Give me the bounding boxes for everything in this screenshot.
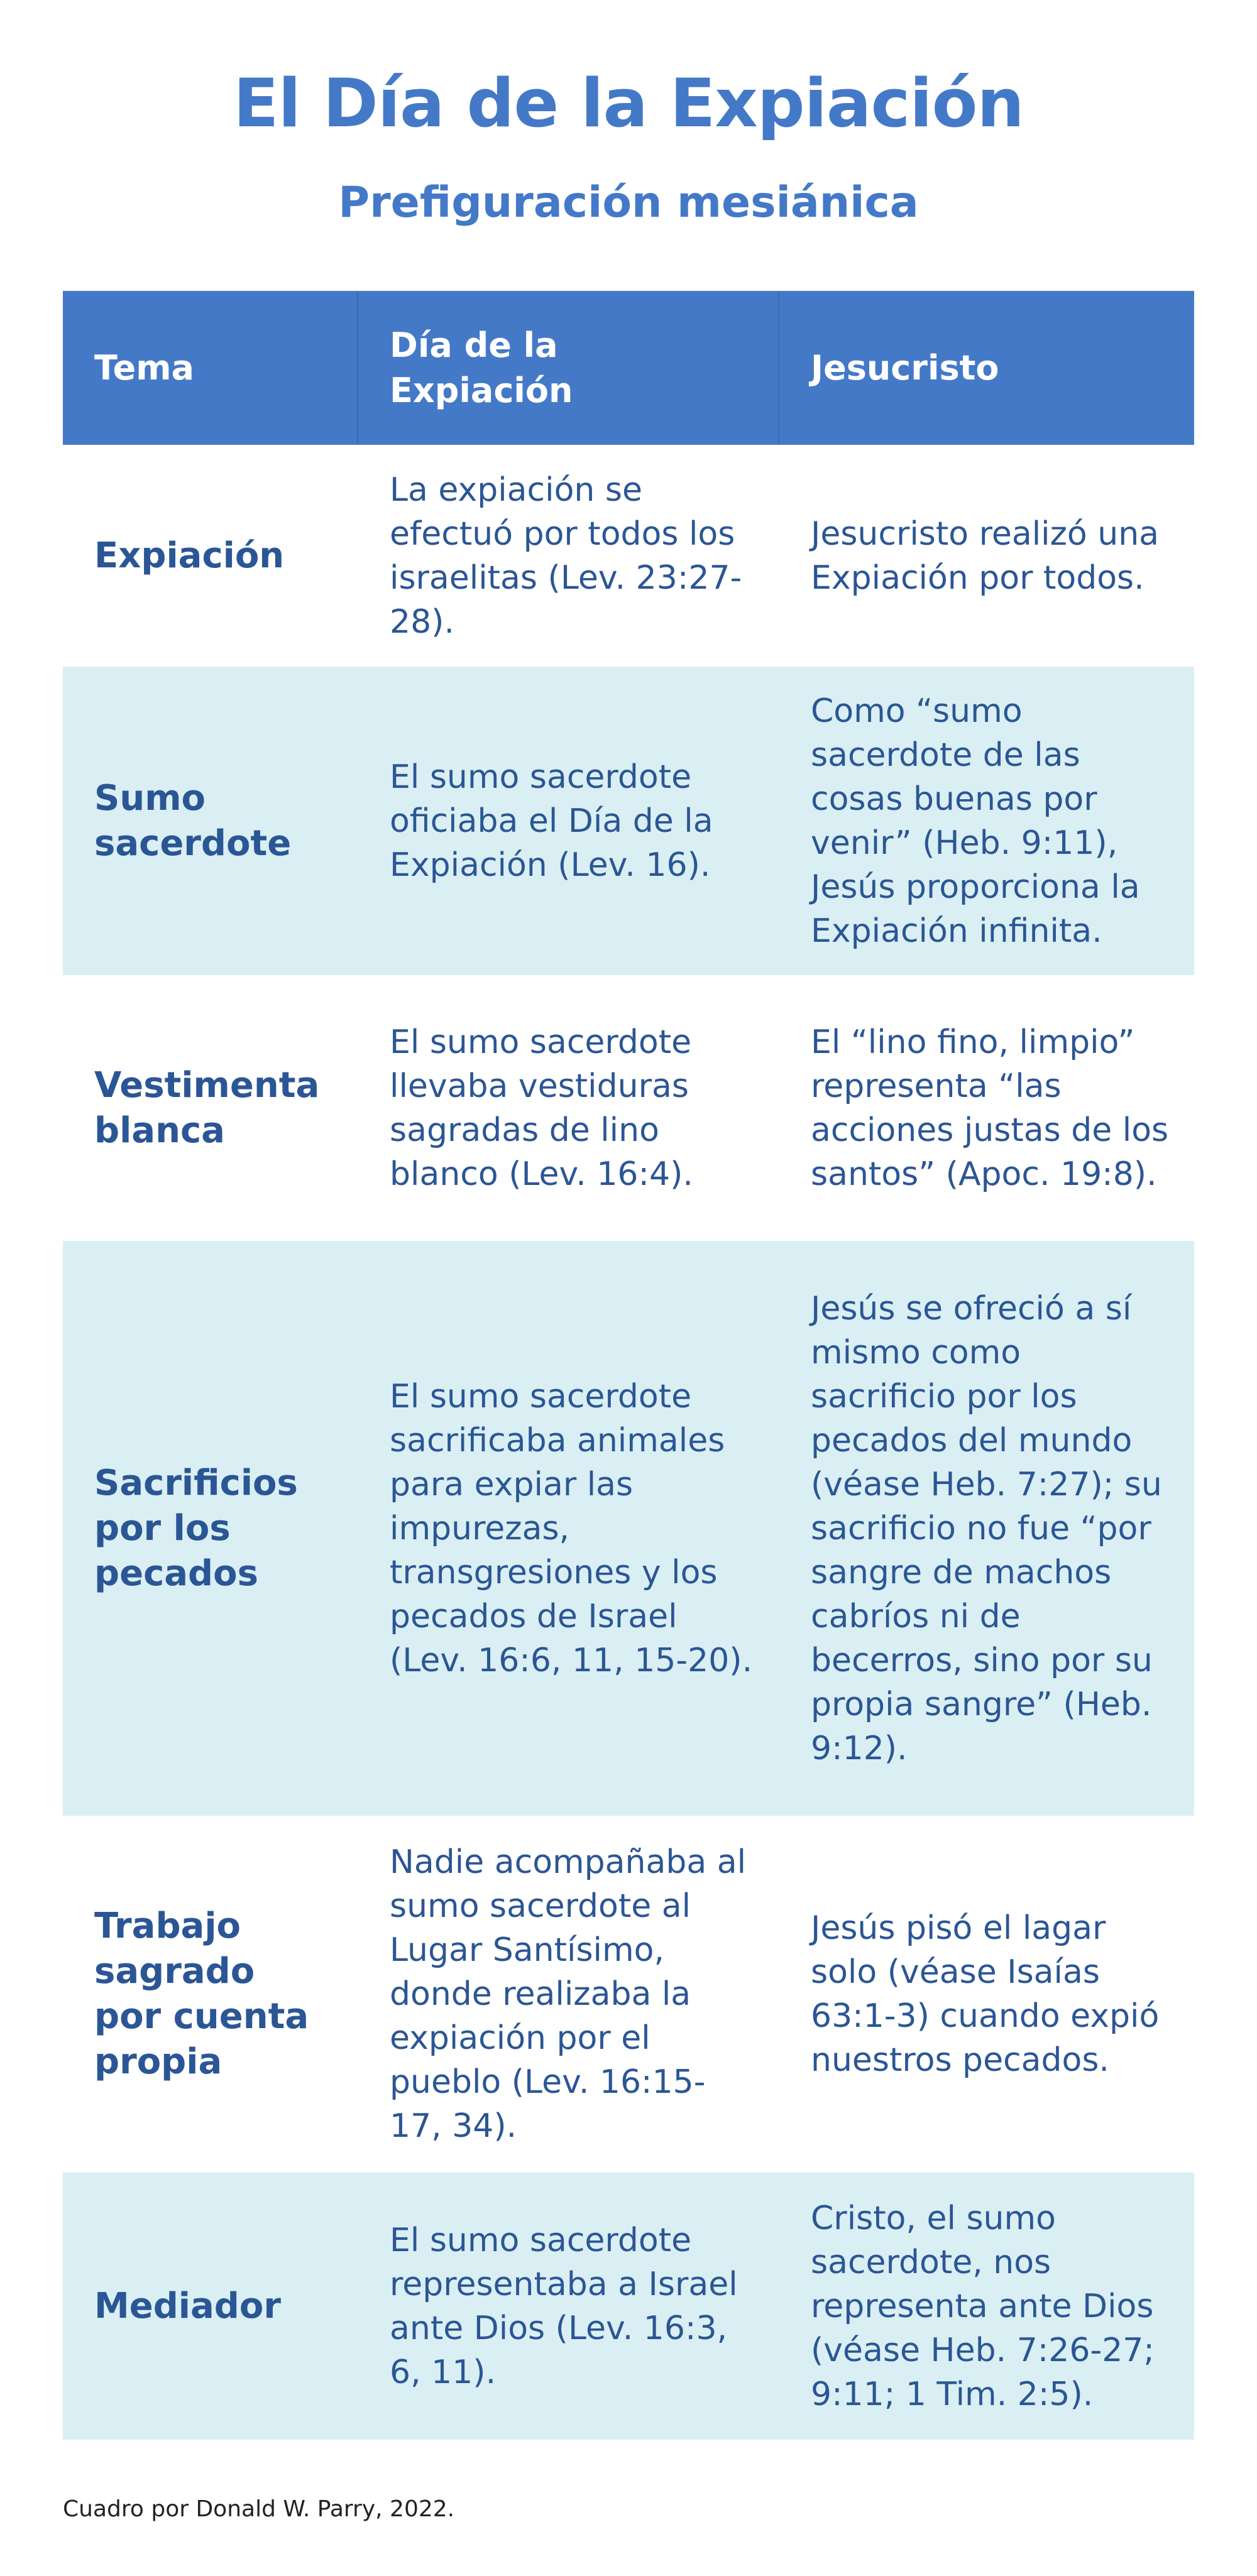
page-title: El Día de la Expiación [233, 65, 1024, 142]
header-topic: Tema [63, 291, 358, 445]
row-christ-text: El “lino fino, limpio” representa “las acciones justas de los santos” (Apoc. 19:8). [811, 1023, 1169, 1193]
row-day-text: La expiación se efectuó por todos los israelitas (Lev. 23:27-28). [390, 471, 742, 641]
header-day-of-atonement: Día de la Expiación [358, 291, 779, 445]
row-topic: Expiación [94, 535, 285, 576]
row-day-text: Nadie acompañaba al sumo sacerdote al Lugar Santísimo, donde realizaba la expiación por el pueblo (Lev. 16:15-17, 34). [390, 1843, 747, 2145]
table-header-row [63, 291, 1194, 445]
row-day-text: El sumo sacerdote sacrificaba animales para expiar las impurezas, transgresiones y los pecados de Israel (Lev. 16:6, 11, 15-20). [390, 1377, 753, 1679]
page-subtitle: Prefiguración mesiánica [338, 178, 919, 227]
row-christ-text: Como “sumo sacerdote de las cosas buenas por venir” (Heb. 9:11), Jesús proporciona la Expiación infinita. [811, 692, 1140, 950]
row-topic: Mediador [94, 2285, 281, 2327]
row-day-text: El sumo sacerdote oficiaba el Día de la Expiación (Lev. 16). [390, 758, 713, 884]
table-row [63, 2173, 1194, 2440]
row-topic: Trabajo sagrado por cuenta propia [94, 1906, 309, 2082]
row-day-text: El sumo sacerdote representaba a Israel ante Dios (Lev. 16:3, 6, 11). [390, 2221, 738, 2391]
row-christ-text: Jesucristo realizó una Expiación por todos. [811, 515, 1160, 597]
row-christ-text: Cristo, el sumo sacerdote, nos representa ante Dios (véase Heb. 7:26-27; 9:11; 1 Tim. 2:5). [811, 2199, 1155, 2413]
table-row [63, 667, 1194, 975]
table-row [63, 975, 1194, 1241]
credit-footer: Cuadro por Donald W. Parry, 2022. [63, 2496, 455, 2522]
table-row [63, 445, 1194, 667]
row-topic: Vestimenta blanca [94, 1064, 320, 1151]
row-topic: Sumo sacerdote [94, 777, 292, 864]
row-christ-text: Jesús se ofreció a sí mismo como sacrificio por los pecados del mundo (véase Heb. 7:27); su sacrificio no fue “por sangre de machos cabríos ni de becerros, sino por su propia sangre” (Heb. 9:12). [811, 1289, 1162, 1767]
row-christ-text: Jesús pisó el lagar solo (véase Isaías 63:1-3) cuando expió nuestros pecados. [811, 1909, 1160, 2079]
comparison-table [63, 291, 1194, 2440]
row-topic: Sacrificios por los pecados [94, 1462, 298, 1594]
table-row [63, 1816, 1194, 2173]
header-jesus-christ: Jesucristo [811, 347, 999, 388]
row-day-text: El sumo sacerdote llevaba vestiduras sagradas de lino blanco (Lev. 16:4). [390, 1023, 693, 1193]
table-row [63, 1241, 1194, 1816]
